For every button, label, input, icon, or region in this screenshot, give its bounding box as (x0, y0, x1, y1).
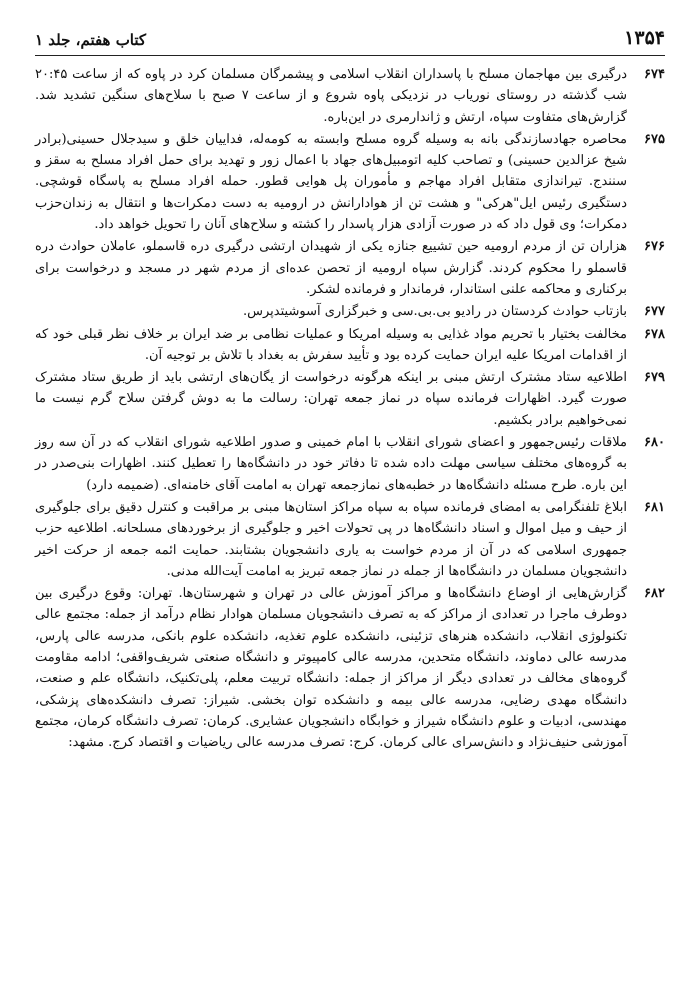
entry-number: ۶۷۷ (644, 304, 665, 320)
entry-680 (35, 432, 665, 496)
entry-678 (35, 324, 665, 367)
entry-text: محاصره جهادسازندگی بانه به وسیله گروه مسلح وابسته به کومه‌له، فداییان خلق و سیدجلال حسینی(برادر شیخ عزالدین حسینی) و تصاحب کلیه اتومبیل‌های جهاد با اعمال زور و تهدید برای حمل افراد مسلح به سقز و سنندج. تیراندازی متقابل افراد مهاجم و مأموران پل هوایی قطور. حمله افراد مسلح به پاسگاه قوشچی. دستگیری رئیس ایل"هرکی" و هشت تن از هوادارانش در ارومیه به دست دمکرات‌ها و انتقال به زندان‌حزب دمکرات؛ وی قول داد که در صورت آزادی هزار پاسدار را کشته و سلاح‌های آنان را تحویل خواهد داد. (35, 131, 627, 233)
entry-number: ۶۸۰ (644, 435, 665, 451)
entry-679 (35, 367, 665, 431)
entry-682 (35, 583, 665, 753)
page-number: ۱۳۵۴ (624, 27, 665, 49)
entry-676 (35, 236, 665, 300)
book-title: کتاب هفتم، جلد ۱ (35, 31, 147, 49)
entry-number: ۶۷۸ (644, 326, 665, 342)
entry-text: اطلاعیه ستاد مشترک ارتش مبنی بر اینکه هرگونه درخواست از یگان‌های ارتشی باید از طریق ستاد مشترک صورت گیرد. اظهارات فرمانده سپاه در نماز جمعه تهران: رسالت ما به دوش گرفتن سلاح گرم نیست ما نمی‌خواهیم برادر بکشیم. (35, 370, 627, 428)
entry-text: ابلاغ تلفنگرامی به امضای فرمانده سپاه به سپاه مراکز استان‌ها مبنی بر مراقبت و کنترل دقیق برای جلوگیری از حیف و میل اموال و اسناد دانشگاه‌ها در پی تحولات اخیر و جلوگیری از برخوردهای مسلحانه. اطلاعیه حزب جمهوری اسلامی که در آن از مردم خواست به یاری دانشجویان بشتابند. حمایت ائمه جمعه از حرکت اخیر دانشجویان مسلمان در دانشگاه‌ها از جمله در نماز جمعه تبریز به امامت آیت‌الله مدنی. (35, 499, 627, 579)
entry-number: ۶۷۹ (644, 370, 665, 386)
entry-677 (35, 301, 665, 322)
page-header (35, 22, 665, 56)
entry-text: درگیری بین مهاجمان مسلح با پاسداران انقلاب اسلامی و پیشمرگان مسلمان کرد در پاوه که از ساعت ۲۰:۴۵ شب گذشته در روستای نوریاب در نزدیکی پاوه شروع و از ساعت ۷ صبح با سلاح‌های سنگین تشدید شد. گزارش‌های متفاوت سپاه، ارتش و ژاندارمری در این‌باره. (35, 67, 628, 125)
entry-text: مخالفت بختیار با تحریم مواد غذایی به وسیله امریکا و عملیات نظامی بر ضد ایران بر خلاف نظر قبلی خود که از اقدامات امریکا علیه ایران حمایت کرده بود و تأیید سفرش به بغداد با تلاش بر توجیه آن. (35, 326, 627, 363)
entry-681 (35, 497, 665, 582)
entry-text: گزارش‌هایی از اوضاع دانشگاه‌ها و مراکز آموزش عالی در تهران و شهرستان‌ها. تهران: وقوع درگیری بین دوطرف ماجرا در تعدادی از مراکز که به تصرف دانشجویان مسلمان هوادار نظام درآمد از جمله: مجتمع عالی تکنولوژی انقلاب، دانشکده هنرهای تزئینی، دانشکده علوم تغذیه، دانشکده علوم بانکی، مدرسه عالی پارس، مدرسه عالی دماوند، دانشگاه متحدین، مدرسه عالی کامپیوتر و دانشگاه صنعتی شریف‌واقفی؛ ادامه مقاومت گروه‌های مخالف در تعدادی دیگر از مراکز از جمله: دانشگاه تربیت معلم، پلی‌تکنیک، دانشگاه علم و صنعت، دانشگاه مهدی رضایی، مدرسه عالی بیمه و دانشکده توان بخشی. شیراز: تصرف دانشکده‌های پزشکی، مهندسی، ادبیات و علوم دانشگاه شیراز و خوابگاه دانشجویان عشایری. کرمان: تصرف دانشگاه کرمان، مجتمع آموزشی حنیف‌نژاد و دانش‌سرای عالی کرمان. کرج: تصرف مدرسه عالی ریاضیات و اقتصاد کرج. مشهد: (35, 586, 627, 751)
entry-text: ملاقات رئیس‌جمهور و اعضای شورای انقلاب با امام خمینی و صدور اطلاعیه شورای انقلاب که در آن سه روز به گروه‌های مختلف سیاسی مهلت داده شده تا دفاتر خود در دانشگاه‌ها را تعطیل کنند. اظهارات بنی‌صدر در این باره. طرح مسئله دانشگاه‌ها در خطبه‌های نمازجمعه تهران به امامت آقای خامنه‌ای. (ضمیمه دارد) (35, 435, 627, 493)
entry-number: ۶۷۴ (644, 67, 665, 82)
entry-number: ۶۸۱ (644, 499, 665, 515)
entry-number: ۶۷۵ (644, 131, 665, 147)
entry-text: بازتاب حوادث کردستان در رادیو بی.بی.سی و خبرگزاری آسوشیتدپرس. (243, 304, 627, 320)
entry-674 (35, 64, 665, 128)
entry-675 (35, 129, 665, 235)
entry-number: ۶۸۲ (644, 586, 665, 602)
entry-number: ۶۷۶ (644, 239, 665, 255)
entry-text: هزاران تن از مردم ارومیه حین تشییع جنازه یکی از شهیدان ارتشی درگیری دره قاسملو، عاملان حوادث دره قاسملو را محکوم کردند. گزارش سپاه ارومیه از تحصن عده‌ای از مردم شهر در مسجد و درخواست برای برکناری و محاکمه علنی استاندار، فرماندار و فرمانده لشکر. (35, 239, 627, 297)
chronology-entries (35, 64, 665, 755)
